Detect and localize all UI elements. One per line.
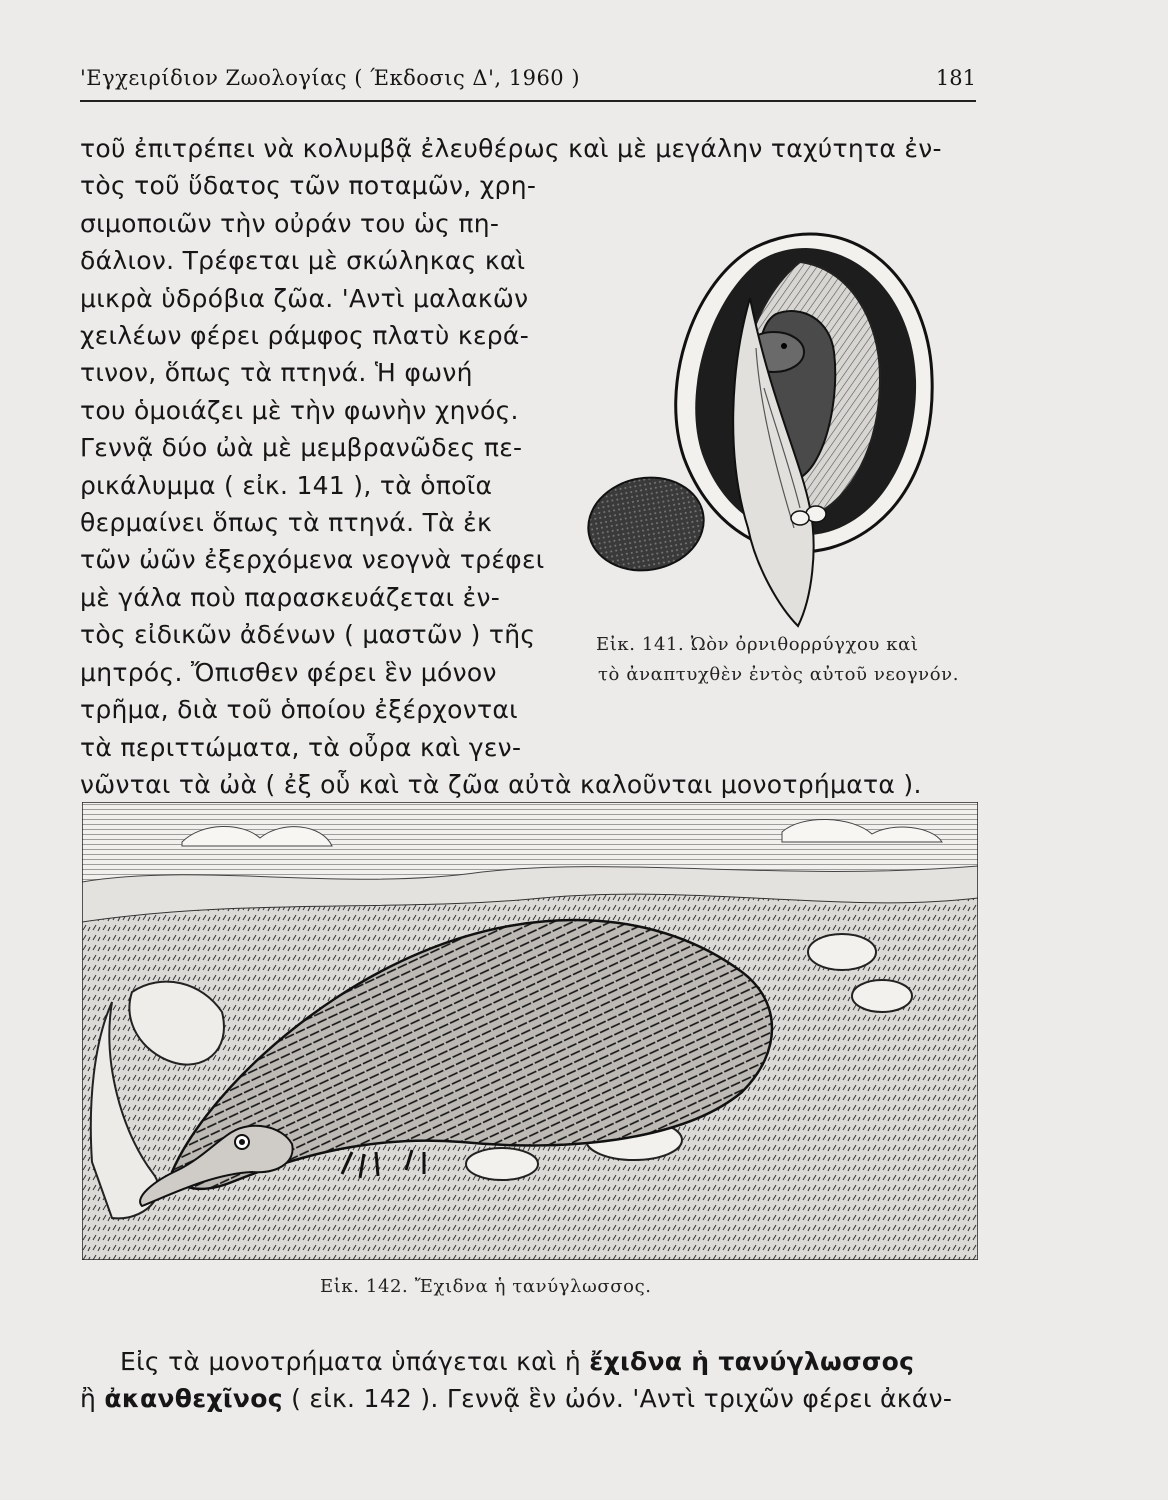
text-run: ἢ (80, 1384, 105, 1414)
text-line: θερμαίνει ὅπως τὰ πτηνά. Τὰ ἐκ (80, 508, 493, 538)
text-line: τὰ περιττώματα, τὰ οὖρα καὶ γεν- (80, 732, 522, 762)
text-line: χειλέων φέρει ράμφος πλατὺ κερά- (80, 321, 530, 351)
text-line: μικρὰ ὑδρόβια ζῶα. 'Αντὶ μαλακῶν (80, 283, 529, 313)
text-line: ρικάλυμμα ( εἰκ. 141 ), τὰ ὁποῖα (80, 470, 493, 500)
paragraph-echidna (80, 1343, 953, 1418)
text-line: τὸς εἰδικῶν ἀδένων ( μαστῶν ) τῆς (80, 620, 536, 650)
text-line: τρῆμα, διὰ τοῦ ὁποίου ἐξέρχονται (80, 695, 518, 725)
text-line: του ὁμοιάζει μὲ τὴν φωνὴν χηνός. (80, 395, 519, 425)
figure-142-caption: Εἰκ. 142. Ἔχιδνα ἡ τανύγλωσσος. (320, 1276, 652, 1297)
text-run: Εἰς τὰ μονοτρήματα ὑπάγεται καὶ ἡ (120, 1347, 590, 1376)
text-line (120, 1343, 952, 1380)
bold-term-akanthechinos: ἀκανθεχῖνος (104, 1384, 283, 1414)
text-line: τῶν ὠῶν ἐξερχόμενα νεογνὰ τρέφει (80, 545, 545, 575)
running-title: 'Εγχειρίδιον Ζωολογίας ( Έκδοσις Δ', 1960 ) (80, 66, 581, 90)
page-number: 181 (935, 66, 976, 90)
figure-141-caption-line1: Εἰκ. 141. Ὠὸν ὀρνιθορρύγχου καὶ (596, 634, 919, 655)
text-line (80, 1380, 952, 1417)
text-run: ( εἰκ. 142 ). Γεννᾷ ἓν ὠόν. 'Αντὶ τριχῶν φέρει ἀκάν- (282, 1384, 953, 1414)
text-line: νῶνται τὰ ὠὰ ( ἐξ οὗ καὶ τὰ ζῶα αὐτὰ καλοῦνται μονοτρήματα ). (80, 769, 922, 799)
text-line: τινον, ὅπως τὰ πτηνά. Ἡ φωνή (80, 358, 473, 388)
text-line: τὸς τοῦ ὕδατος τῶν ποταμῶν, χρη- (80, 171, 537, 201)
platypus-egg-illustration (580, 228, 980, 628)
bold-term-echidna: ἔχιδνα ἡ τανύγλωσσος (589, 1347, 915, 1376)
running-header (80, 66, 976, 102)
text-line: δάλιον. Τρέφεται μὲ σκώληκας καὶ (80, 246, 526, 276)
text-line: τοῦ ἐπιτρέπει νὰ κολυμβᾷ ἐλευθέρως καὶ μὲ μεγάλην ταχύτητα ἐν- (80, 134, 942, 163)
figure-141-caption-line2: τὸ ἀναπτυχθὲν ἐντὸς αὐτοῦ νεογνόν. (598, 664, 960, 685)
text-line: μὲ γάλα ποὺ παρασκευάζεται ἐν- (80, 582, 501, 612)
text-line: μητρός. Ὄπισθεν φέρει ἓν μόνον (80, 657, 497, 687)
text-line: σιμοποιῶν τὴν οὐράν του ὡς πη- (80, 208, 500, 238)
echidna-illustration (82, 802, 978, 1260)
text-line: Γεννᾷ δύο ὠὰ μὲ μεμβρανῶδες πε- (80, 433, 523, 463)
